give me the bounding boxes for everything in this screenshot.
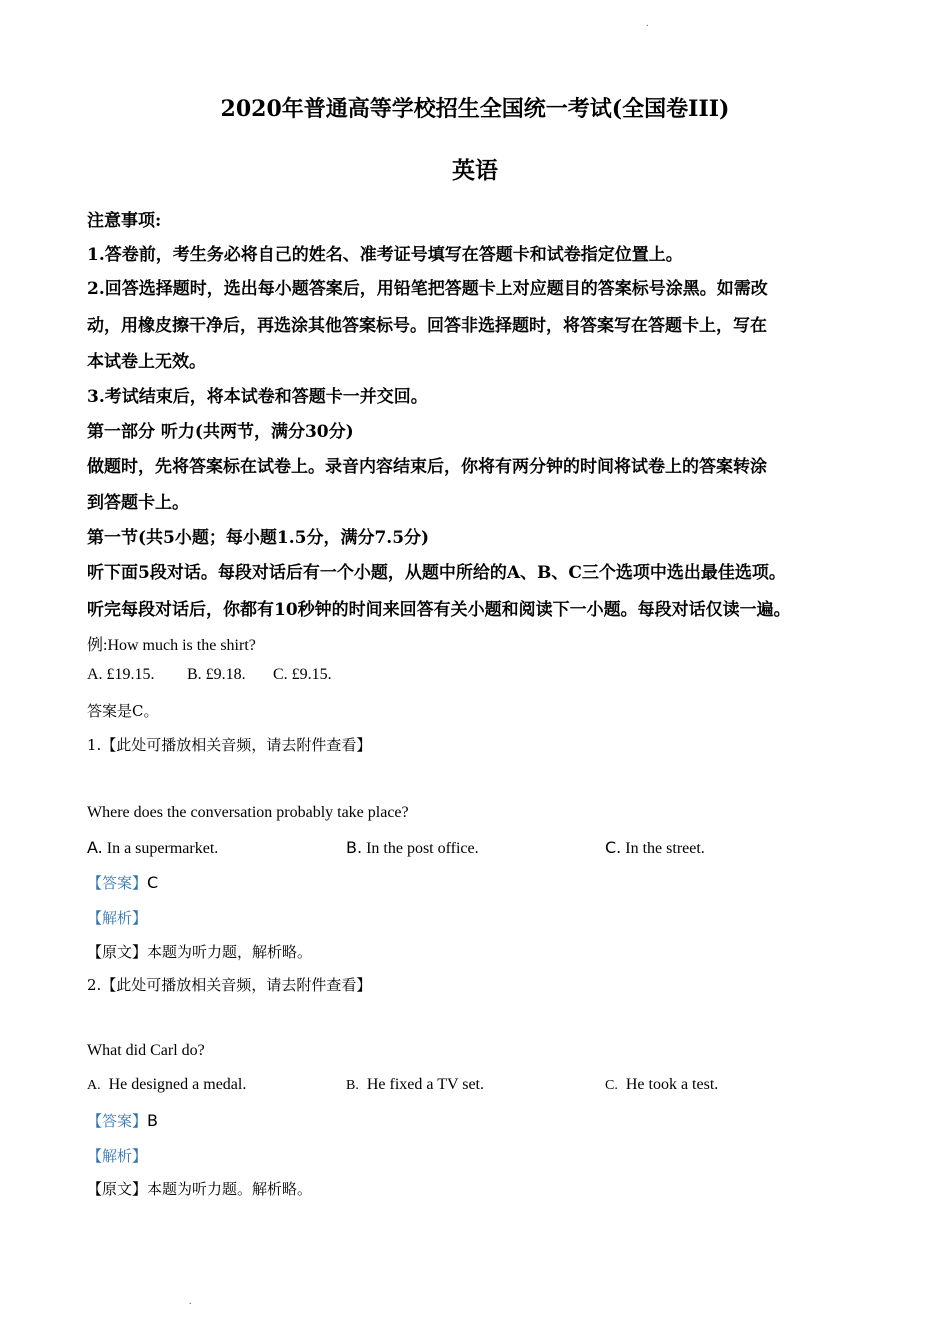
notice-heading: 注意事项: [87, 211, 162, 231]
question-2-option-b [346, 1076, 484, 1094]
answer-label: 【答案】 [87, 874, 148, 892]
question-1-prompt: Where does the conversation probably take place? [87, 804, 409, 821]
page-mark-bottom: . [189, 1296, 192, 1307]
option-letter: A. [87, 838, 103, 857]
answer-value: B [147, 1111, 158, 1130]
option-text: In a supermarket. [106, 840, 219, 857]
notice-item-2-line-1: 2.回答选择题时，选出每小题答案后，用铅笔把答题卡上对应题目的答案标号涂黑。如需改 [87, 279, 768, 299]
question-1-analysis-label: 【解析】 [87, 909, 148, 927]
example-option-a: A. £19.15. [87, 666, 155, 683]
notice-item-1: 1.答卷前，考生务必将自己的姓名、准考证号填写在答题卡和试卷指定位置上。 [87, 245, 683, 265]
notice-item-2-line-2: 动，用橡皮擦干净后，再选涂其他答案标号。回答非选择题时，将答案写在答题卡上，写在 [87, 316, 767, 336]
option-letter: B. [346, 1078, 359, 1093]
example-question: 例:How much is the shirt? [87, 637, 256, 654]
question-1-source: 【原文】本题为听力题，解析略。 [87, 943, 313, 961]
question-2-analysis-label: 【解析】 [87, 1147, 148, 1165]
option-letter: A. [87, 1078, 101, 1093]
example-option-c: C. £9.15. [273, 666, 332, 683]
question-2-audio: 2.【此处可播放相关音频，请去附件查看】 [87, 976, 372, 994]
section1-heading: 第一节(共5小题；每小题1.5分，满分7.5分) [87, 528, 430, 548]
exam-title: 2020年普通高等学校招生全国统一考试(全国卷III) [220, 96, 730, 122]
option-text: He fixed a TV set. [366, 1076, 484, 1093]
question-2-option-a [87, 1076, 246, 1094]
answer-label: 【答案】 [87, 1112, 148, 1130]
question-1-option-a [87, 838, 218, 858]
option-letter: B. [346, 838, 363, 857]
question-1-option-c [605, 838, 705, 858]
part1-instruction-line-1: 做题时，先将答案标在试卷上。录音内容结束后，你将有两分钟的时间将试卷上的答案转涂 [87, 457, 767, 477]
example-answer: 答案是C。 [87, 702, 159, 720]
part1-instruction-line-2: 到答题卡上。 [87, 493, 189, 513]
option-text: In the street. [625, 840, 705, 857]
answer-value: C [147, 873, 159, 892]
question-1-audio: 1.【此处可播放相关音频，请去附件查看】 [87, 736, 372, 754]
subject-title: 英语 [452, 157, 498, 184]
question-1-answer [87, 872, 158, 893]
notice-item-2-line-3: 本试卷上无效。 [87, 352, 206, 372]
option-text: In the post office. [366, 840, 479, 857]
example-option-b: B. £9.18. [187, 666, 246, 683]
option-text: He took a test. [625, 1076, 719, 1093]
option-letter: C. [605, 1078, 618, 1093]
section1-instruction-line-1: 听下面5段对话。每段对话后有一个小题，从题中所给的A、B、C三个选项中选出最佳选项。 [87, 563, 786, 583]
notice-item-3: 3.考试结束后，将本试卷和答题卡一并交回。 [87, 387, 428, 407]
page-mark-top: . [646, 18, 649, 29]
question-2-answer [87, 1110, 158, 1131]
question-1-option-b [346, 838, 479, 858]
option-letter: C. [605, 838, 622, 857]
question-2-option-c [605, 1076, 718, 1094]
question-2-source: 【原文】本题为听力题。解析略。 [87, 1180, 313, 1198]
section1-instruction-line-2: 听完每段对话后，你都有10秒钟的时间来回答有关小题和阅读下一小题。每段对话仅读一遍。 [87, 600, 791, 620]
question-2-prompt: What did Carl do? [87, 1042, 205, 1059]
part1-heading: 第一部分 听力(共两节，满分30分) [87, 422, 354, 442]
option-text: He designed a medal. [108, 1076, 247, 1093]
